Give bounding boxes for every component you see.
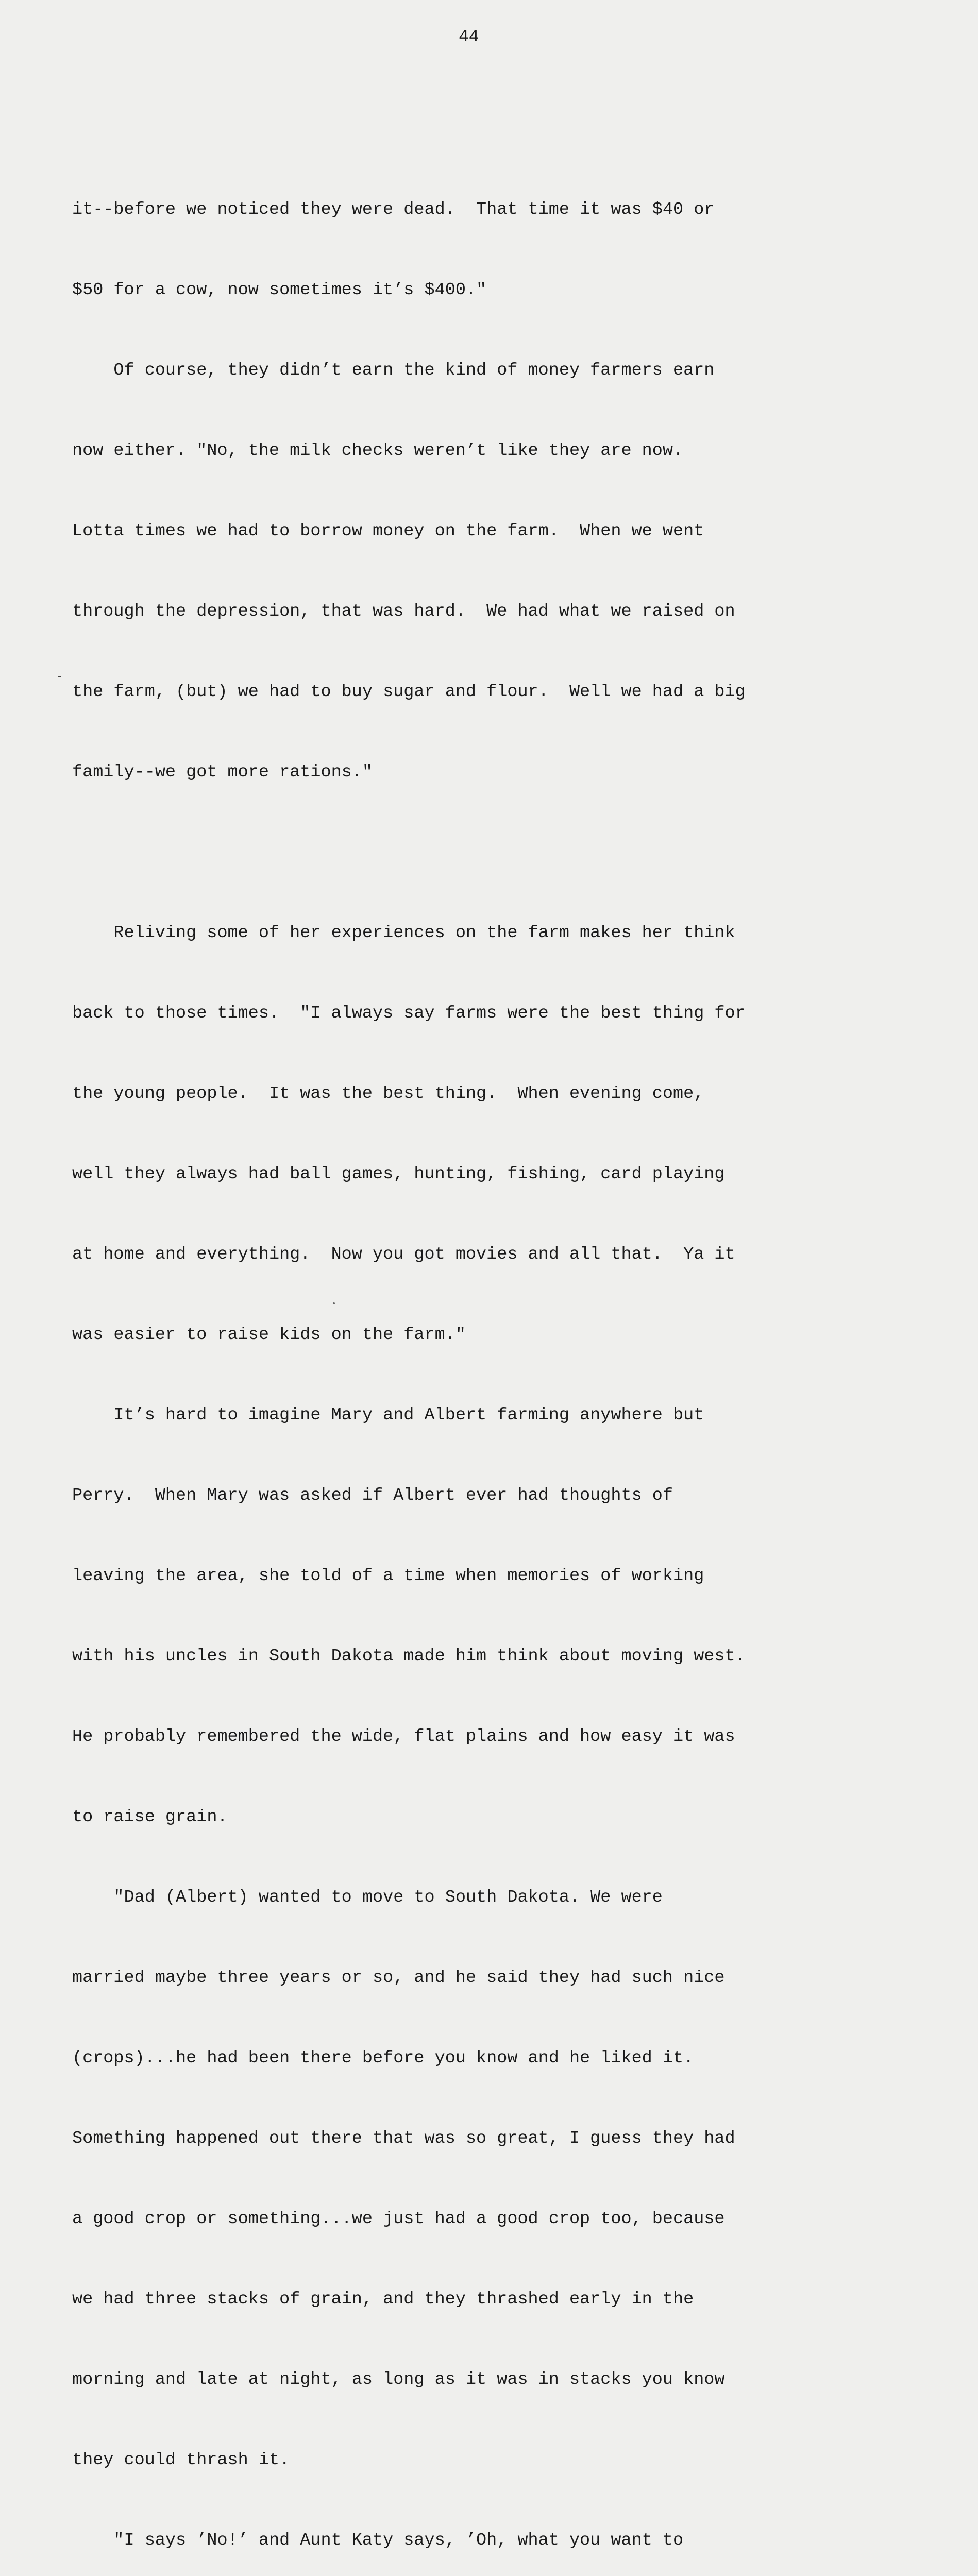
- text-line: through the depression, that was hard. We had what we raised on: [72, 602, 735, 621]
- text-line: the young people. It was the best thing. When evening come,: [72, 1084, 704, 1104]
- text-line: the farm, (but) we had to buy sugar and flour. Well we had a big: [72, 682, 746, 702]
- text-line: now either. "No, the milk checks weren’t like they are now.: [72, 441, 684, 461]
- text-line: back to those times. "I always say farms were the best thing for: [72, 1004, 746, 1023]
- text-line: morning and late at night, as long as it was in stacks you know: [72, 2370, 725, 2389]
- text-line: at home and everything. Now you got movies and all that. Ya it: [72, 1245, 735, 1264]
- text-line: leaving the area, she told of a time when memories of working: [72, 1566, 704, 1586]
- text-line: "Dad (Albert) wanted to move to South Dakota. We were: [72, 1888, 663, 1907]
- text-line: Of course, they didn’t earn the kind of money farmers earn: [72, 361, 715, 380]
- text-line: Lotta times we had to borrow money on the farm. When we went: [72, 521, 704, 541]
- text-line: they could thrash it.: [72, 2450, 290, 2470]
- text-line: family--we got more rations.": [72, 762, 373, 782]
- text-line: we had three stacks of grain, and they thrashed early in the: [72, 2290, 694, 2309]
- text-line: He probably remembered the wide, flat plains and how easy it was: [72, 1727, 735, 1747]
- text-line: well they always had ball games, hunting, fishing, card playing: [72, 1164, 725, 1184]
- text-line: a good crop or something...we just had a good crop too, because: [72, 2209, 725, 2229]
- text-line: Something happened out there that was so great, I guess they had: [72, 2129, 735, 2148]
- text-line: $50 for a cow, now sometimes it’s $400.": [72, 280, 487, 300]
- text-line: Reliving some of her experiences on the farm makes her think: [72, 923, 735, 943]
- body-text: [72, 143, 948, 2576]
- text-line: It’s hard to imagine Mary and Albert farming anywhere but: [72, 1405, 704, 1425]
- text-line: it--before we noticed they were dead. That time it was $40 or: [72, 200, 715, 219]
- text-line: (crops)...he had been there before you know and he liked it.: [72, 2048, 694, 2068]
- text-line: with his uncles in South Dakota made him think about moving west.: [72, 1647, 746, 1666]
- paragraph-gap: [72, 839, 948, 866]
- page-number: 44: [459, 27, 479, 46]
- text-line: Perry. When Mary was asked if Albert ever had thoughts of: [72, 1486, 673, 1505]
- text-line: to raise grain.: [72, 1807, 228, 1827]
- text-line: married maybe three years or so, and he said they had such nice: [72, 1968, 725, 1988]
- bottom-mark: [333, 1302, 335, 1304]
- margin-mark: [58, 676, 61, 677]
- text-line: "I says ’No!’ and Aunt Katy says, ’Oh, what you want to: [72, 2531, 684, 2550]
- text-line: was easier to raise kids on the farm.": [72, 1325, 466, 1345]
